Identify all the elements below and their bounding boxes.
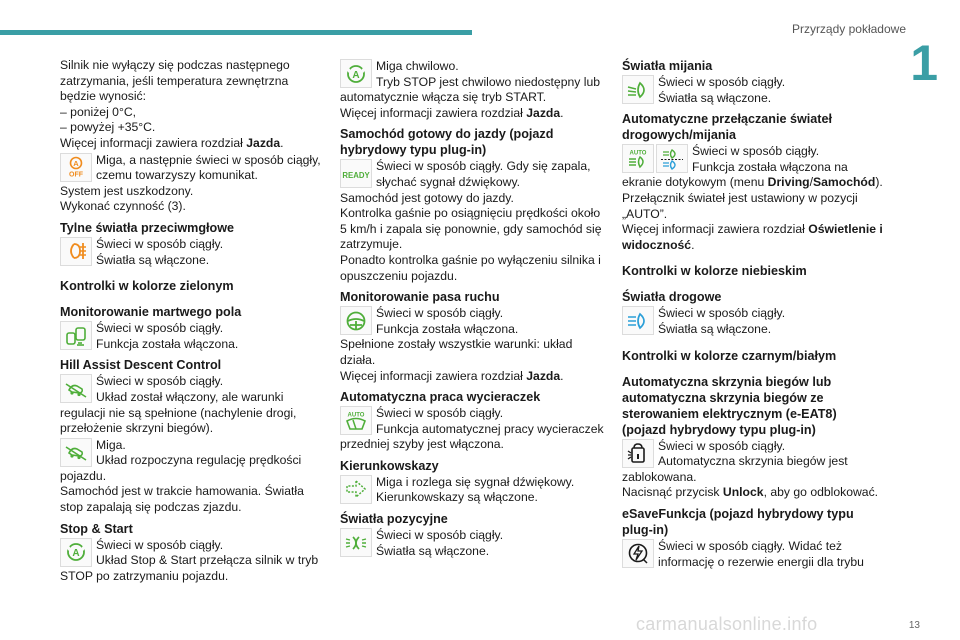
stop-start-blink-entry: [340, 59, 605, 121]
ref-text: .: [560, 105, 564, 120]
text-line: Spełnione zostały wszystkie warunki: układ: [340, 337, 573, 352]
ref-text: .: [691, 237, 695, 252]
main-beam-entry: [622, 306, 884, 337]
text-line: Funkcja automatycznej pracy wycieraczek: [376, 421, 604, 436]
heading-position-lights: Światła pozycyjne: [340, 512, 448, 527]
heading-line: (pojazd hybrydowy typu plug-in): [622, 422, 816, 437]
text-line: Wykonać czynność (3).: [60, 199, 186, 214]
text-line: Świeci w sposób ciągły. Widać też: [658, 538, 843, 553]
stop-start-off-entry: [60, 153, 322, 215]
text-line: Świeci w sposób ciągły.: [658, 438, 786, 453]
text-line: Samochód jest gotowy do jazdy.: [340, 190, 514, 205]
button-name: Unlock: [722, 485, 764, 500]
text-span: ).: [875, 175, 883, 190]
text-line: Świeci w sposób ciągły.: [96, 537, 224, 552]
svg-text:READY: READY: [342, 170, 370, 180]
hill-descent-icon: [60, 374, 92, 403]
text-line: pojazdu.: [60, 468, 107, 483]
hill-assist-entry: [60, 374, 322, 436]
text-line: Świeci w sposób ciągły.: [96, 236, 224, 251]
text-line: regulacji nie są spełnione (nachylenie drogi,: [60, 405, 297, 420]
indicators-entry: [340, 475, 605, 506]
column-1: [60, 58, 322, 584]
ref-text: Więcej informacji zawiera rozdział: [60, 135, 247, 150]
blind-spot-icon: [60, 321, 92, 350]
heading-ready: [340, 126, 605, 158]
text-line: Układ został włączony, ale warunki: [96, 389, 284, 404]
text-line: czemu towarzyszy komunikat.: [96, 168, 258, 183]
auto-wiper-icon: [340, 406, 372, 435]
svg-text:A: A: [73, 158, 79, 168]
watermark: carmanualsonline.info: [636, 614, 818, 634]
text-span: ekranie dotykowym (menu: [622, 175, 768, 190]
text-line: Kierunkowskazy są włączone.: [376, 490, 538, 505]
ref-text: Więcej informacji zawiera rozdział: [340, 105, 527, 120]
text-line: zatrzymania, jeśli temperatura zewnętrzna: [60, 73, 289, 88]
text-line: Przełącznik świateł jest ustawiony w pozycji: [622, 190, 858, 205]
heading-main-beam: Światła drogowe: [622, 290, 722, 305]
ref-text: Więcej informacji zawiera rozdział: [622, 222, 809, 237]
gearbox-lock-icon: [622, 439, 654, 468]
heading-bw-lamps: Kontrolki w kolorze czarnym/białym: [622, 348, 837, 363]
ref-text: .: [560, 368, 564, 383]
text-line: Silnik nie wyłączy się podczas następnego: [60, 58, 290, 72]
text-line: Miga.: [96, 437, 126, 452]
position-lights-entry: [340, 528, 605, 559]
text-line: [622, 175, 884, 191]
esave-entry: [622, 539, 884, 570]
svg-text:OFF: OFF: [69, 171, 83, 179]
menu-name: Driving: [767, 175, 810, 190]
heading-line: sterowaniem elektrycznym (e-EAT8): [622, 406, 837, 421]
ready-icon: [340, 159, 372, 188]
text-line: opuszczeniu pojazdu.: [340, 268, 458, 283]
stop-start-off-icon: [60, 153, 92, 182]
position-lights-icon: [340, 528, 372, 557]
ref-chapter: Oświetlenie i: [808, 222, 883, 237]
text-line: Światła są włączone.: [96, 252, 210, 267]
column-2: [340, 58, 605, 559]
menu-name: Samochód: [813, 175, 876, 190]
heading-rear-fog: Tylne światła przeciwmgłowe: [60, 220, 235, 235]
rear-fog-icon: [60, 237, 92, 266]
text-line: Kontrolka gaśnie po osiągnięciu prędkości około: [340, 206, 601, 221]
ref-chapter: widoczność: [622, 237, 692, 252]
lane-entry: [340, 306, 605, 384]
reference-line: [340, 106, 605, 122]
text-line: Świeci w sposób ciągły.: [376, 306, 504, 321]
svg-text:AUTO: AUTO: [629, 150, 647, 157]
reference-line: [60, 136, 322, 152]
text-span: /: [809, 175, 814, 190]
text-line: Samochód jest w trakcie hamowania. Światła: [60, 484, 304, 499]
intro-text: [60, 58, 322, 152]
heading-blind-spot: Monitorowanie martwego pola: [60, 305, 242, 320]
ref-chapter: Jazda: [246, 135, 281, 150]
text-line: Automatyczna skrzynia biegów jest: [658, 454, 848, 469]
heading-hill-assist: Hill Assist Descent Control: [60, 358, 222, 373]
high-beam-active-icon: [656, 144, 688, 173]
chapter-number: 1: [910, 35, 938, 91]
page-number: 13: [908, 620, 920, 631]
text-line: działa.: [340, 352, 376, 367]
text-line: – powyżej +35°C.: [60, 120, 156, 135]
heading-line: automatyczna skrzynia biegów ze: [622, 390, 824, 405]
stop-start-icon: [60, 538, 92, 567]
text-line: słychać sygnał dźwiękowy.: [376, 174, 521, 189]
text-line: Układ rozpoczyna regulację prędkości: [96, 453, 302, 468]
heading-indicators: Kierunkowskazy: [340, 458, 439, 473]
heading-line: plug-in): [622, 522, 669, 537]
text-line: Tryb STOP jest chwilowo niedostępny lub: [376, 74, 600, 89]
text-line: Świeci w sposób ciągły.: [376, 528, 504, 543]
text-line: Funkcja została włączona.: [376, 321, 519, 336]
hill-assist-blink-entry: [60, 438, 322, 516]
heading-dipped-beam: Światła mijania: [622, 59, 713, 73]
heading-gearbox: [622, 374, 884, 438]
heading-green-lamps: Kontrolki w kolorze zielonym: [60, 279, 234, 294]
heading-lane: Monitorowanie pasa ruchu: [340, 290, 500, 305]
text-line: Światła są włączone.: [376, 543, 490, 558]
reference-line: [622, 222, 884, 238]
turn-signal-icon: [340, 475, 372, 504]
rear-fog-entry: [60, 237, 322, 268]
svg-text:A: A: [72, 548, 80, 560]
svg-text:AUTO: AUTO: [347, 412, 365, 419]
heading-line: eSaveFunkcja (pojazd hybrydowy typu: [622, 506, 854, 521]
text-line: Układ Stop & Start przełącza silnik w tryb: [96, 553, 319, 568]
stop-start-icon: [340, 59, 372, 88]
ref-chapter: Jazda: [526, 368, 561, 383]
text-line: zatrzymuje.: [340, 237, 403, 252]
text-line: zablokowana.: [622, 469, 697, 484]
column-3: [622, 58, 884, 570]
ready-entry: [340, 159, 605, 284]
text-line: Światła są włączone.: [658, 321, 772, 336]
main-beam-icon: [622, 306, 654, 335]
text-line: „AUTO”.: [622, 206, 668, 221]
text-line: Światła są włączone.: [658, 90, 772, 105]
text-line: Świeci w sposób ciągły.: [96, 374, 224, 389]
text-line: automatycznie włącza się tryb START.: [340, 90, 547, 105]
text-line: – poniżej 0°C,: [60, 104, 137, 119]
text-line: przełożenie skrzyni biegów).: [60, 421, 214, 436]
reference-line: [622, 238, 884, 254]
text-line: [622, 485, 884, 501]
header-accent-bar: [0, 30, 472, 35]
text-line: Świeci w sposób ciągły. Gdy się zapala,: [376, 159, 591, 174]
text-line: będzie wynosić:: [60, 89, 147, 104]
stop-start-entry: [60, 538, 322, 585]
heading-blue-lamps: Kontrolki w kolorze niebieskim: [622, 264, 807, 279]
text-line: stop zapalają się podczas zjazdu.: [60, 500, 242, 515]
dipped-beam-entry: [622, 75, 884, 106]
esave-icon: [622, 539, 654, 568]
text-span: , aby go odblokować.: [763, 485, 879, 500]
text-line: Miga i rozlega się sygnał dźwiękowy.: [376, 474, 575, 489]
heading-line: Automatyczna skrzynia biegów lub: [622, 374, 832, 389]
gearbox-entry: [622, 439, 884, 501]
heading-auto-beam: [622, 111, 884, 143]
text-line: Funkcja została włączona na: [692, 159, 848, 174]
ref-chapter: Jazda: [526, 105, 561, 120]
text-line: Świeci w sposób ciągły.: [692, 144, 820, 159]
heading-line: Samochód gotowy do jazdy (pojazd: [340, 127, 554, 142]
svg-text:A: A: [352, 69, 360, 81]
dipped-beam-icon: [622, 75, 654, 104]
heading-line: Automatyczne przełączanie świateł: [622, 112, 832, 127]
section-title: Przyrządy pokładowe: [791, 22, 906, 36]
text-line: informację o rezerwie energii dla trybu: [658, 554, 864, 569]
ref-text: Więcej informacji zawiera rozdział: [340, 368, 527, 383]
text-line: Funkcja została włączona.: [96, 336, 239, 351]
heading-line: hybrydowy typu plug-in): [340, 143, 487, 158]
text-line: Miga, a następnie świeci w sposób ciągły,: [96, 152, 321, 167]
text-line: Ponadto kontrolka gaśnie po wyłączeniu silnika i: [340, 252, 601, 267]
text-line: Świeci w sposób ciągły.: [658, 306, 786, 321]
auto-high-beam-icon: [622, 144, 654, 173]
text-line: Świeci w sposób ciągły.: [658, 75, 786, 89]
heading-wipers: Automatyczna praca wycieraczek: [340, 390, 541, 405]
text-line: 5 km/h i zapala się ponownie, gdy samochód się: [340, 221, 602, 236]
text-line: Świeci w sposób ciągły.: [376, 406, 504, 421]
auto-beam-entry: [622, 144, 884, 253]
heading-line: drogowych/mijania: [622, 128, 737, 143]
hill-descent-icon: [60, 438, 92, 467]
text-line: System jest uszkodzony.: [60, 183, 194, 198]
text-line: Świeci w sposób ciągły.: [96, 321, 224, 336]
text-line: przedniej szyby jest włączona.: [340, 437, 504, 452]
ref-text: .: [280, 135, 284, 150]
heading-esave: [622, 506, 884, 538]
wipers-entry: [340, 406, 605, 453]
text-line: Miga chwilowo.: [376, 59, 459, 73]
reference-line: [340, 369, 605, 385]
heading-stop-start: Stop & Start: [60, 521, 133, 536]
text-span: Nacisnąć przycisk: [622, 485, 723, 500]
text-line: STOP po zatrzymaniu pojazdu.: [60, 568, 229, 583]
lane-keeping-icon: [340, 306, 372, 335]
blind-spot-entry: [60, 321, 322, 352]
